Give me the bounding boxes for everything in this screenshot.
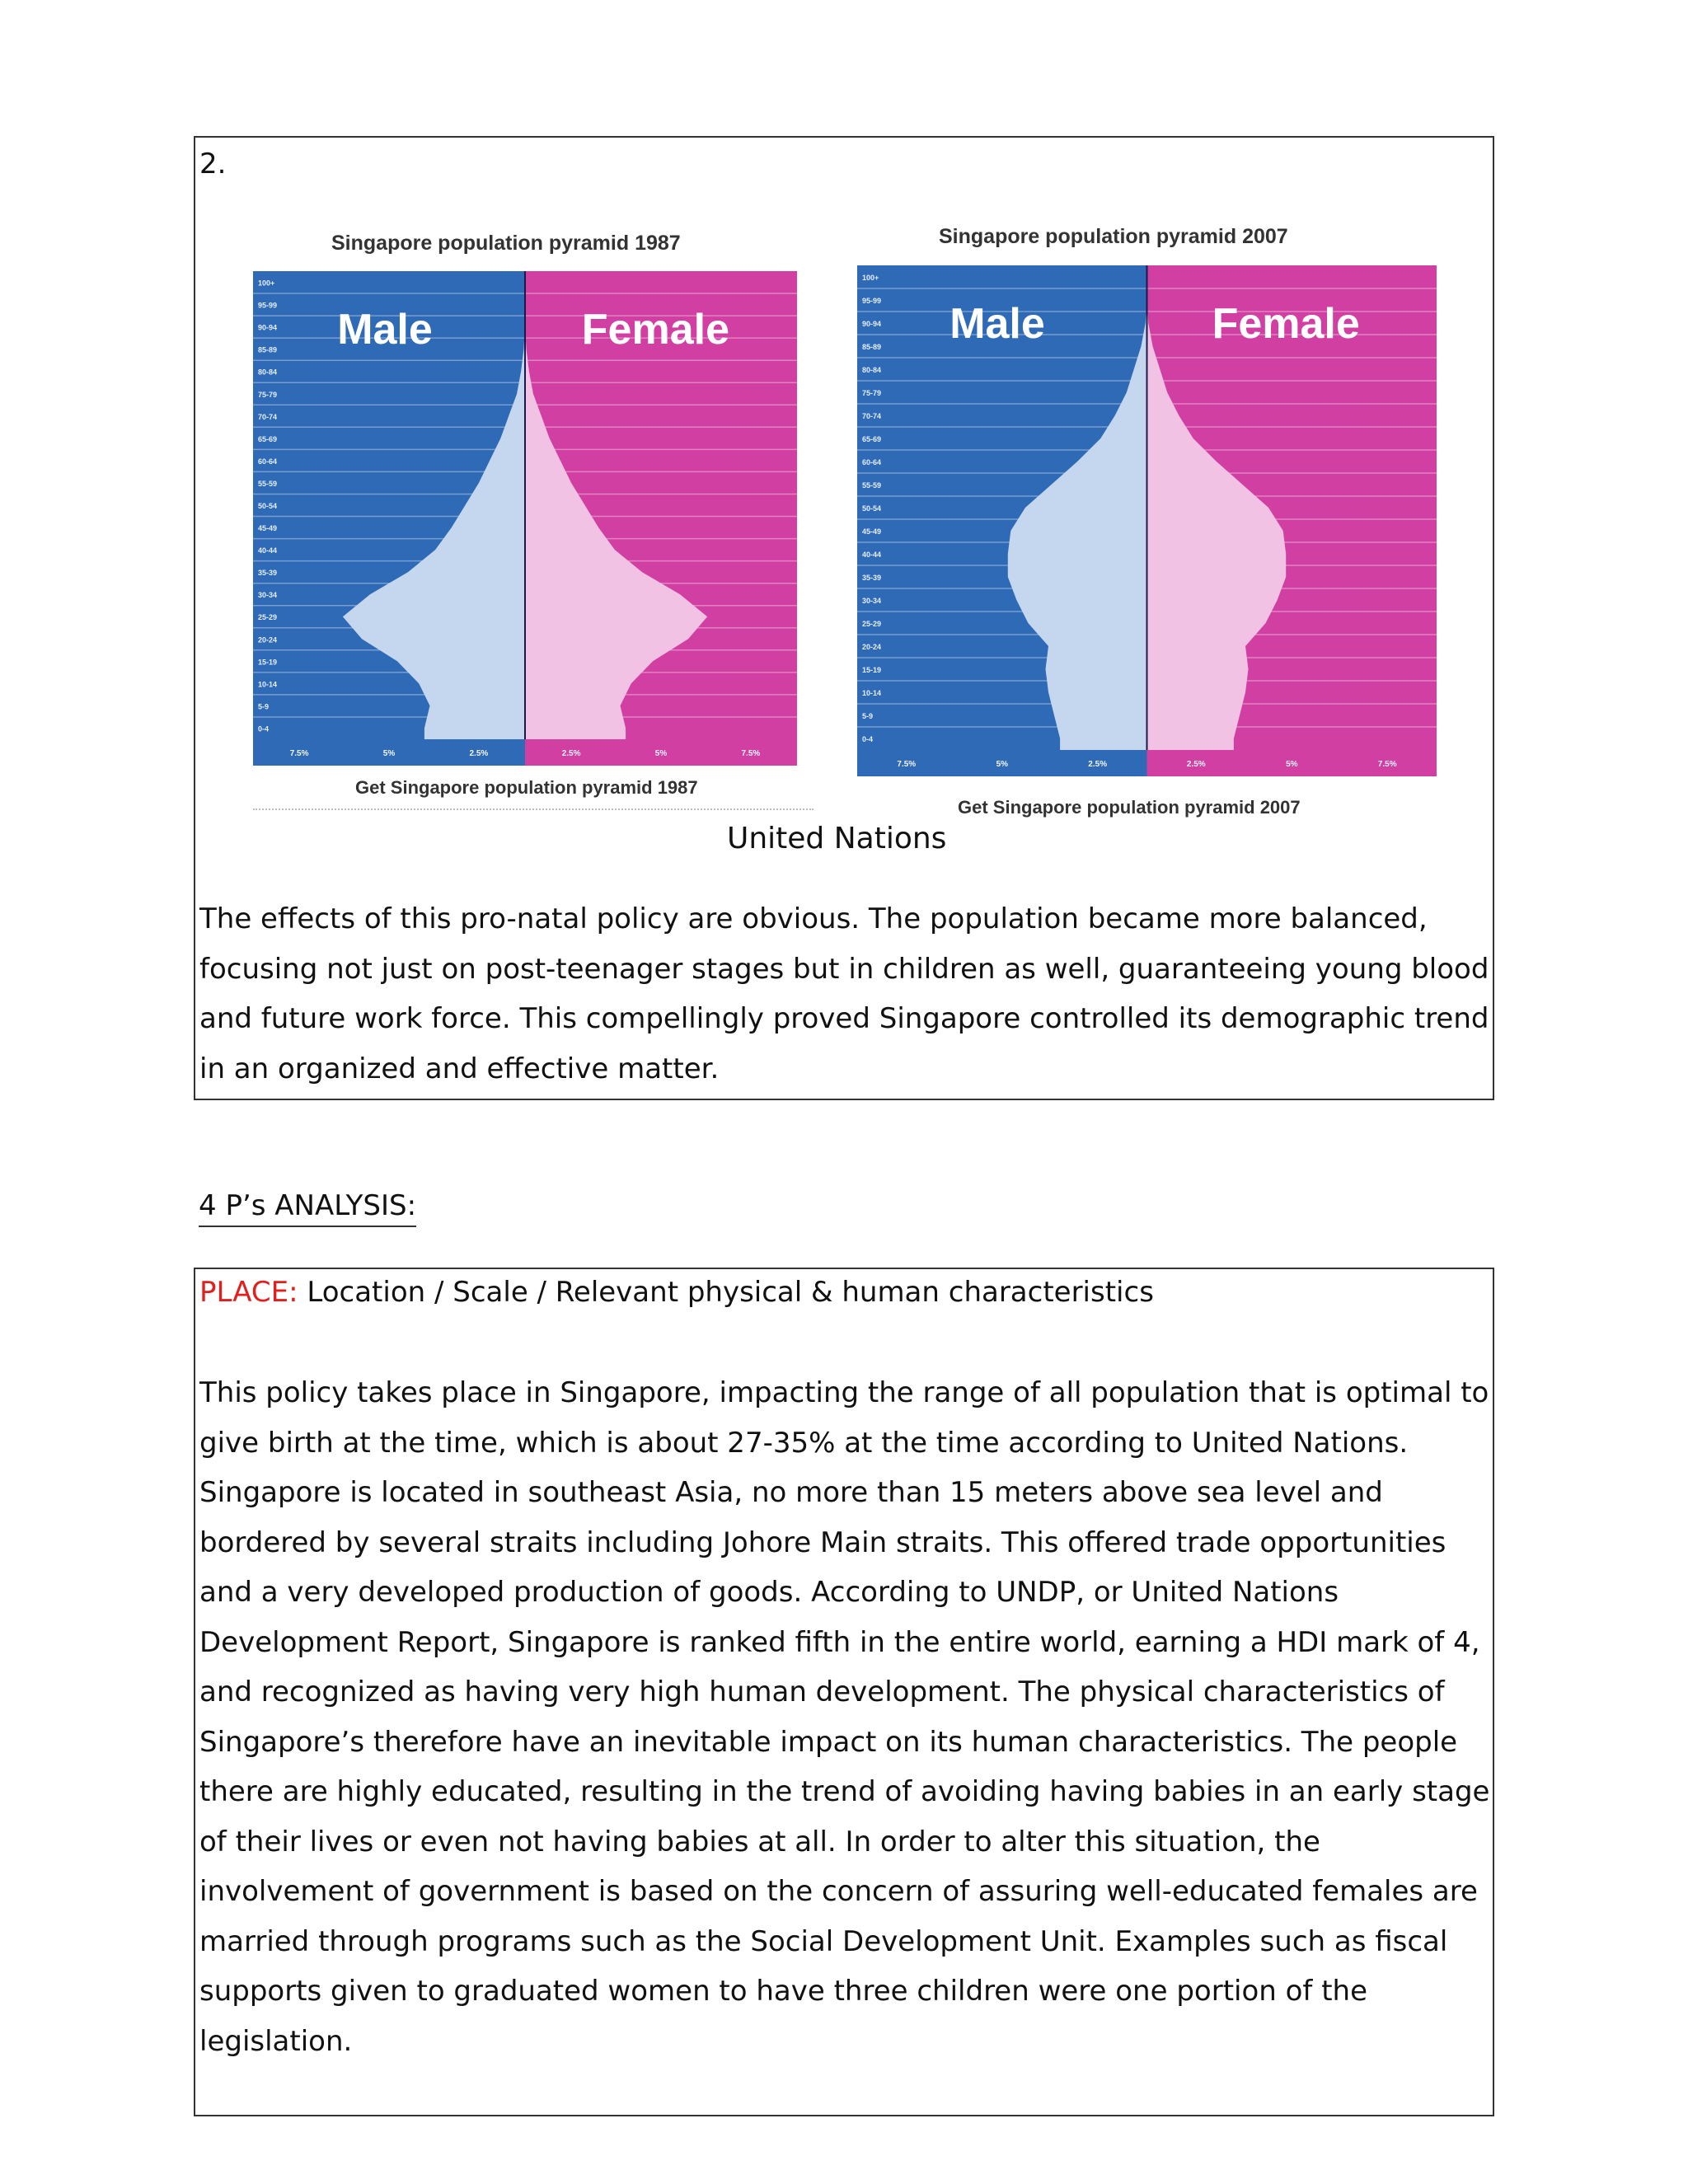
pyramid-caption-2007: Get Singapore population pyramid 2007 (958, 797, 1301, 818)
x-tick-label: 5% (996, 760, 1009, 769)
age-group-label: 95-99 (258, 301, 278, 310)
age-group-label: 10-14 (258, 680, 278, 689)
age-group-label: 95-99 (862, 297, 882, 305)
pyramid-chart-1987 (253, 271, 797, 766)
section-number: 2. (199, 148, 227, 180)
pyramid-title-1987: Singapore population pyramid 1987 (331, 232, 681, 255)
age-group-label: 100+ (862, 274, 879, 282)
x-tick-label: 2.5% (561, 749, 581, 758)
x-tick-label: 5% (1286, 760, 1298, 769)
x-tick-label: 7.5% (897, 760, 917, 769)
x-tick-label: 7.5% (289, 749, 309, 758)
age-group-label: 0-4 (258, 724, 270, 733)
x-tick-label: 2.5% (1186, 760, 1206, 769)
age-group-label: 30-34 (862, 597, 882, 605)
place-subtitle: Location / Scale / Relevant physical & human characteristics (298, 1276, 1154, 1309)
place-box (194, 1268, 1494, 2116)
age-group-label: 90-94 (862, 320, 882, 328)
x-tick-label: 7.5% (741, 749, 761, 758)
x-tick-label: 5% (382, 749, 396, 758)
x-tick-label: 2.5% (469, 749, 489, 758)
age-group-label: 20-24 (862, 643, 882, 651)
age-group-label: 80-84 (258, 368, 278, 377)
age-group-label: 55-59 (862, 481, 882, 490)
x-tick-label: 5% (654, 749, 668, 758)
caption-separator (253, 808, 814, 810)
age-group-label: 70-74 (862, 412, 882, 420)
place-paragraph: This policy takes place in Singapore, impacting the range of all population that is optimal to give birth at the time, which is about 27-35% at the time according to United Nations. Singapore is located in southeast Asia, no more than 15 meters above sea level and bordered by several straits including Johore Main straits. This offered trade opportunities and a very developed production of goods. According to UNDP, or United Nations Development Report, Singapore is ranked fifth in the entire world, earning a HDI mark of 4, and recognized as having very high human development. The physical characteristics of Singapore’s therefore have an inevitable impact on its human characteristics. The people there are highly educated, resulting in the trend of avoiding having babies in an early stage of their lives or even not having babies at all. In order to alter this situation, the involvement of government is based on the concern of assuring well-educated females are married through programs such as the Social Development Unit. Examples such as fiscal supports given to graduated women to have three children were one portion of the legislation. (199, 1376, 1490, 2058)
section-heading: 4 P’s ANALYSIS: (199, 1189, 416, 1227)
age-group-label: 85-89 (258, 345, 278, 354)
age-group-label: 85-89 (862, 343, 882, 351)
age-group-label: 35-39 (258, 569, 278, 578)
age-group-label: 60-64 (862, 458, 882, 466)
x-tick-label: 7.5% (1377, 760, 1397, 769)
age-group-label: 80-84 (862, 366, 882, 374)
pyramid-title-2007: Singapore population pyramid 2007 (939, 225, 1288, 248)
age-group-label: 60-64 (258, 457, 278, 466)
place-label: PLACE: (199, 1276, 298, 1309)
figure-source: United Nations (727, 822, 947, 855)
age-group-label: 35-39 (862, 574, 882, 582)
age-group-label: 75-79 (862, 389, 882, 397)
male-label: Male (337, 306, 433, 354)
age-group-label: 55-59 (258, 480, 278, 488)
age-group-label: 5-9 (258, 702, 270, 711)
age-group-label: 70-74 (258, 412, 278, 421)
age-group-label: 30-34 (258, 591, 278, 600)
figure-box (194, 136, 1494, 1100)
age-group-label: 15-19 (862, 666, 882, 674)
age-group-label: 40-44 (258, 546, 278, 555)
female-label: Female (1212, 300, 1360, 348)
age-group-label: 65-69 (862, 435, 882, 443)
age-group-label: 25-29 (258, 613, 278, 622)
place-heading (199, 1276, 1154, 1309)
analysis-paragraph: The effects of this pro-natal policy are obvious. The population became more balanced, focusing not just on post-teenager stages but in children as well, guaranteeing young blood and future work force. This compellingly proved Singapore controlled its demographic trend in an organized and effective matter. (199, 902, 1489, 1085)
pyramid-caption-1987: Get Singapore population pyramid 1987 (355, 777, 698, 798)
x-tick-label: 2.5% (1088, 760, 1108, 769)
age-group-label: 75-79 (258, 390, 278, 399)
age-group-label: 25-29 (862, 620, 882, 628)
age-group-label: 15-19 (258, 658, 278, 667)
age-group-label: 50-54 (862, 504, 882, 513)
age-group-label: 50-54 (258, 502, 278, 510)
male-label: Male (950, 300, 1045, 348)
female-label: Female (581, 306, 730, 354)
age-group-label: 10-14 (862, 689, 882, 697)
age-group-label: 45-49 (862, 527, 882, 536)
age-group-label: 100+ (258, 279, 275, 288)
age-group-label: 0-4 (862, 735, 874, 743)
age-group-label: 45-49 (258, 524, 278, 532)
age-group-label: 65-69 (258, 434, 278, 443)
age-group-label: 5-9 (862, 712, 874, 720)
age-group-label: 90-94 (258, 323, 278, 332)
age-group-label: 40-44 (862, 551, 882, 559)
pyramid-chart-2007 (857, 265, 1437, 776)
age-group-label: 20-24 (258, 635, 278, 644)
